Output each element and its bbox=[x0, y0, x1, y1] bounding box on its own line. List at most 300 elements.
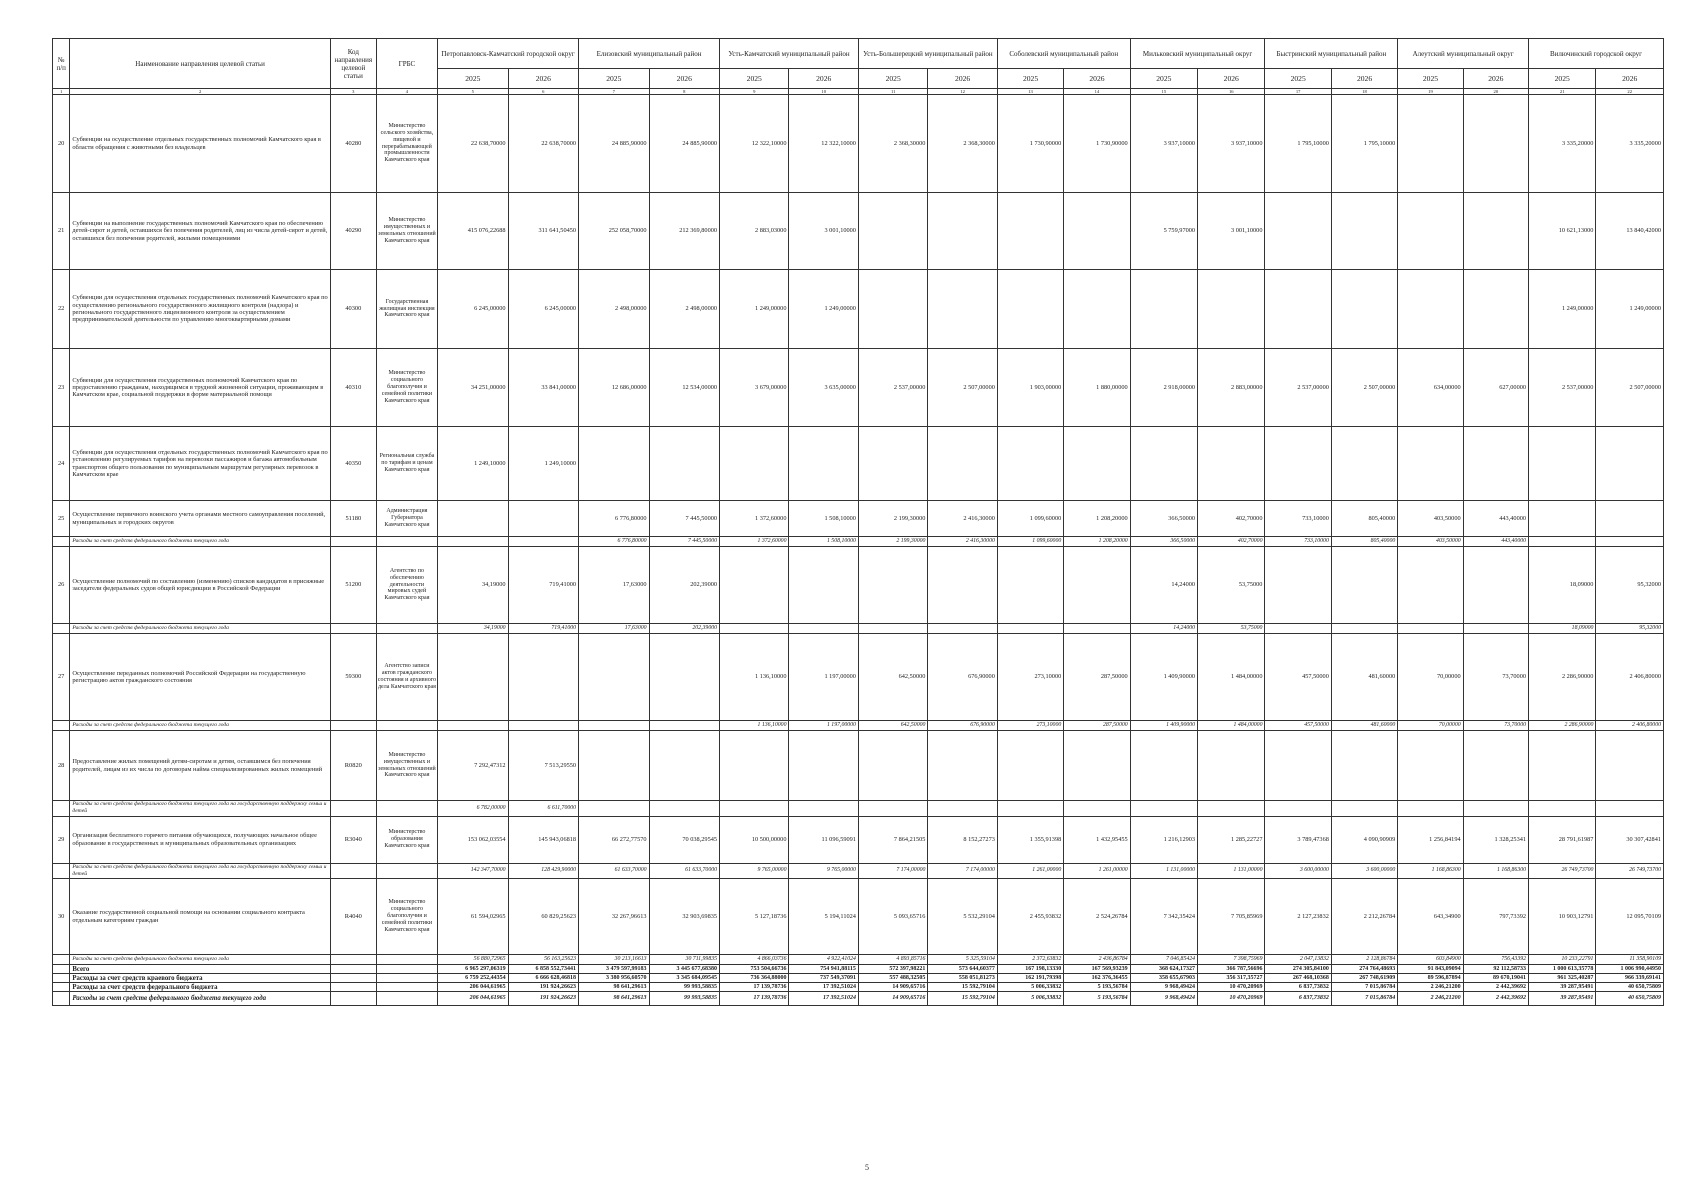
value-cell: 2 507,00000 bbox=[1596, 349, 1664, 427]
empty-cell bbox=[53, 955, 70, 965]
value-cell: 34,19000 bbox=[438, 624, 508, 634]
header-year: 2026 bbox=[1463, 69, 1528, 89]
value-cell: 66 272,77570 bbox=[579, 816, 649, 863]
value-cell bbox=[1596, 801, 1664, 817]
value-cell: 61 594,02965 bbox=[438, 879, 508, 955]
value-cell: 402,70000 bbox=[1198, 537, 1265, 547]
value-cell: 368 624,17327 bbox=[1130, 965, 1197, 974]
value-cell: 3 001,10000 bbox=[1198, 193, 1265, 270]
value-cell: 13 840,42000 bbox=[1596, 193, 1664, 270]
value-cell: 2 507,00000 bbox=[928, 349, 997, 427]
value-cell: 2 537,00000 bbox=[1529, 349, 1596, 427]
row-code: 51200 bbox=[330, 547, 376, 624]
value-cell: 202,39000 bbox=[649, 547, 719, 624]
value-cell: 53,75000 bbox=[1198, 624, 1265, 634]
value-cell: 34 251,00000 bbox=[438, 349, 508, 427]
value-cell bbox=[858, 801, 927, 817]
value-cell: 366,50000 bbox=[1130, 537, 1197, 547]
column-index: 4 bbox=[376, 89, 437, 95]
value-cell bbox=[997, 270, 1063, 349]
value-cell: 5 759,97000 bbox=[1130, 193, 1197, 270]
value-cell: 2 128,86784 bbox=[1331, 955, 1397, 965]
row-name: Организация бесплатного горячего питания обучающихся, получающих начальное общее образование в государственных и муниципальных образовательных организациях bbox=[70, 816, 330, 863]
value-cell: 24 885,90000 bbox=[579, 95, 649, 193]
value-cell: 3 445 677,68380 bbox=[649, 965, 719, 974]
value-cell: 1 131,00000 bbox=[1130, 863, 1197, 879]
value-cell: 6 965 297,06319 bbox=[438, 965, 508, 974]
value-cell: 1 484,00000 bbox=[1198, 721, 1265, 731]
header-num: № п/п bbox=[53, 39, 70, 89]
value-cell: 32 903,69835 bbox=[649, 879, 719, 955]
value-cell: 70,00000 bbox=[1398, 721, 1463, 731]
subtotal-row bbox=[53, 721, 1664, 731]
column-index: 9 bbox=[720, 89, 789, 95]
subtotal-row bbox=[53, 863, 1664, 879]
value-cell: 18,09000 bbox=[1529, 547, 1596, 624]
value-cell: 4 090,90909 bbox=[1331, 816, 1397, 863]
value-cell bbox=[1064, 547, 1130, 624]
value-cell: 98 641,29613 bbox=[579, 983, 649, 992]
value-cell bbox=[858, 270, 927, 349]
value-cell bbox=[1529, 427, 1596, 501]
empty-cell bbox=[376, 955, 437, 965]
value-cell: 4 866,03736 bbox=[720, 955, 789, 965]
value-cell: 2 199,30000 bbox=[858, 501, 927, 537]
column-index: 20 bbox=[1463, 89, 1528, 95]
value-cell: 5 193,56784 bbox=[1064, 992, 1130, 1006]
value-cell: 14 909,65716 bbox=[858, 992, 927, 1006]
header-year: 2026 bbox=[789, 69, 858, 89]
value-cell: 2 883,00000 bbox=[1198, 349, 1265, 427]
value-cell bbox=[1463, 270, 1528, 349]
value-cell: 53,75000 bbox=[1198, 547, 1265, 624]
value-cell bbox=[1265, 731, 1331, 801]
value-cell bbox=[928, 427, 997, 501]
value-cell: 212 369,80000 bbox=[649, 193, 719, 270]
value-cell bbox=[1529, 731, 1596, 801]
value-cell bbox=[1064, 624, 1130, 634]
value-cell: 6 837,73832 bbox=[1265, 983, 1331, 992]
value-cell: 3 600,00000 bbox=[1265, 863, 1331, 879]
value-cell: 26 749,73700 bbox=[1529, 863, 1596, 879]
value-cell: 273,10000 bbox=[997, 721, 1063, 731]
value-cell bbox=[1596, 501, 1664, 537]
value-cell: 7 015,86784 bbox=[1331, 983, 1397, 992]
value-cell: 443,40000 bbox=[1463, 501, 1528, 537]
row-name: Субвенции для осуществления отдельных государственных полномочий Камчатского края по осуществлению регионального государственного жилищного контроля (надзора) и регионального государственного лицензионного контроля за осуществлением предпринимательской деятельности по управлению многоквартирными домами bbox=[70, 270, 330, 349]
value-cell: 99 993,58835 bbox=[649, 983, 719, 992]
subtotal-name: Расходы за счет средств федерального бюджета текущего года bbox=[70, 537, 330, 547]
value-cell bbox=[1265, 270, 1331, 349]
value-cell: 3 635,00000 bbox=[789, 349, 858, 427]
empty-cell bbox=[376, 624, 437, 634]
value-cell: 753 504,66736 bbox=[720, 965, 789, 974]
row-name: Предоставление жилых помещений детям-сиротам и детям, оставшимся без попечения родителей, лицам из их числа по договорам найма специализированных жилых помещений bbox=[70, 731, 330, 801]
column-index: 7 bbox=[579, 89, 649, 95]
value-cell: 6 776,80000 bbox=[579, 537, 649, 547]
value-cell: 756,43392 bbox=[1463, 955, 1528, 965]
value-cell: 22 638,70000 bbox=[508, 95, 578, 193]
value-cell: 17 392,51024 bbox=[789, 983, 858, 992]
row-grbs: Министерство имущественных и земельных отношений Камчатского края bbox=[376, 731, 437, 801]
value-cell: 9 968,49424 bbox=[1130, 992, 1197, 1006]
value-cell: 252 058,70000 bbox=[579, 193, 649, 270]
value-cell: 14,24000 bbox=[1130, 547, 1197, 624]
value-cell: 1 197,00000 bbox=[789, 721, 858, 731]
value-cell: 3 345 684,09545 bbox=[649, 974, 719, 983]
row-grbs: Агентство записи актов гражданского состояния и архивного дела Камчатского края bbox=[376, 634, 437, 721]
row-name: Осуществление первичного воинского учета органами местного самоуправления поселений, муниципальных и городских округов bbox=[70, 501, 330, 537]
value-cell: 2 246,21200 bbox=[1398, 992, 1463, 1006]
value-cell: 1 131,00000 bbox=[1198, 863, 1265, 879]
value-cell: 92 112,58733 bbox=[1463, 965, 1528, 974]
value-cell bbox=[1529, 801, 1596, 817]
value-cell: 457,50000 bbox=[1265, 634, 1331, 721]
value-cell: 70 038,29545 bbox=[649, 816, 719, 863]
value-cell: 2 416,30000 bbox=[928, 537, 997, 547]
value-cell: 5 532,29104 bbox=[928, 879, 997, 955]
row-number: 26 bbox=[53, 547, 70, 624]
value-cell: 1 168,86300 bbox=[1463, 863, 1528, 879]
header-municipality: Петропавловск-Камчатский городской округ bbox=[438, 39, 579, 69]
value-cell: 6 858 552,73441 bbox=[508, 965, 578, 974]
value-cell: 1 249,00000 bbox=[1529, 270, 1596, 349]
header-municipality: Усть-Большерецкий муниципальный район bbox=[858, 39, 997, 69]
value-cell: 2 883,03000 bbox=[720, 193, 789, 270]
row-number: 29 bbox=[53, 816, 70, 863]
value-cell: 60 829,25623 bbox=[508, 879, 578, 955]
header-year: 2026 bbox=[1331, 69, 1397, 89]
total-name: Расходы за счет средств федерального бюджета текущего года bbox=[70, 992, 330, 1006]
value-cell: 9 765,00000 bbox=[789, 863, 858, 879]
row-code: 40290 bbox=[330, 193, 376, 270]
value-cell bbox=[1265, 193, 1331, 270]
value-cell: 2 507,00000 bbox=[1331, 349, 1397, 427]
table-row bbox=[53, 731, 1664, 801]
value-cell bbox=[858, 547, 927, 624]
value-cell bbox=[1331, 731, 1397, 801]
value-cell: 39 287,95491 bbox=[1529, 983, 1596, 992]
header-municipality: Быстринский муниципальный район bbox=[1265, 39, 1398, 69]
value-cell bbox=[858, 427, 927, 501]
value-cell: 1 168,86300 bbox=[1398, 863, 1463, 879]
column-index: 13 bbox=[997, 89, 1063, 95]
value-cell: 1 730,90000 bbox=[997, 95, 1063, 193]
value-cell: 1 432,95455 bbox=[1064, 816, 1130, 863]
value-cell bbox=[1130, 427, 1197, 501]
value-cell: 1 208,20000 bbox=[1064, 537, 1130, 547]
value-cell bbox=[1064, 801, 1130, 817]
column-index: 10 bbox=[789, 89, 858, 95]
value-cell: 17 139,78736 bbox=[720, 992, 789, 1006]
value-cell bbox=[858, 731, 927, 801]
value-cell: 73,70000 bbox=[1463, 634, 1528, 721]
value-cell bbox=[438, 501, 508, 537]
value-cell bbox=[579, 721, 649, 731]
value-cell: 40 650,75809 bbox=[1596, 983, 1664, 992]
value-cell bbox=[1398, 193, 1463, 270]
row-number: 27 bbox=[53, 634, 70, 721]
empty-cell bbox=[330, 955, 376, 965]
value-cell: 9 765,00000 bbox=[720, 863, 789, 879]
header-year: 2025 bbox=[438, 69, 508, 89]
value-cell: 89 670,19041 bbox=[1463, 974, 1528, 983]
empty-cell bbox=[53, 801, 70, 817]
value-cell: 3 600,00000 bbox=[1331, 863, 1397, 879]
value-cell: 481,60000 bbox=[1331, 634, 1397, 721]
value-cell: 6 776,80000 bbox=[579, 501, 649, 537]
value-cell bbox=[997, 731, 1063, 801]
row-number: 24 bbox=[53, 427, 70, 501]
value-cell: 10 903,12791 bbox=[1529, 879, 1596, 955]
value-cell: 2 455,93832 bbox=[997, 879, 1063, 955]
value-cell: 1 409,90000 bbox=[1130, 721, 1197, 731]
column-index: 21 bbox=[1529, 89, 1596, 95]
value-cell: 719,41000 bbox=[508, 547, 578, 624]
value-cell: 206 044,61965 bbox=[438, 992, 508, 1006]
value-cell: 6 837,73832 bbox=[1265, 992, 1331, 1006]
value-cell: 30 307,42841 bbox=[1596, 816, 1664, 863]
column-index: 3 bbox=[330, 89, 376, 95]
value-cell: 366,50000 bbox=[1130, 501, 1197, 537]
value-cell bbox=[649, 731, 719, 801]
empty-cell bbox=[53, 721, 70, 731]
value-cell: 1 006 990,44950 bbox=[1596, 965, 1664, 974]
row-code: 40300 bbox=[330, 270, 376, 349]
value-cell: 719,41000 bbox=[508, 624, 578, 634]
value-cell: 627,00000 bbox=[1463, 349, 1528, 427]
value-cell bbox=[508, 537, 578, 547]
value-cell: 287,50000 bbox=[1064, 634, 1130, 721]
value-cell bbox=[1198, 270, 1265, 349]
page-number: 5 bbox=[865, 1163, 869, 1172]
value-cell bbox=[1398, 801, 1463, 817]
value-cell: 1 880,00000 bbox=[1064, 349, 1130, 427]
value-cell bbox=[1596, 537, 1664, 547]
value-cell bbox=[1064, 427, 1130, 501]
value-cell: 26 749,73700 bbox=[1596, 863, 1664, 879]
header-year: 2026 bbox=[1064, 69, 1130, 89]
total-row bbox=[53, 965, 1664, 974]
value-cell: 3 335,20000 bbox=[1596, 95, 1664, 193]
value-cell: 1 795,10000 bbox=[1331, 95, 1397, 193]
value-cell: 7 046,85424 bbox=[1130, 955, 1197, 965]
value-cell: 2 498,00000 bbox=[649, 270, 719, 349]
value-cell bbox=[1529, 537, 1596, 547]
value-cell: 28 791,61987 bbox=[1529, 816, 1596, 863]
header-code: Код направления целевой статьи bbox=[330, 39, 376, 89]
value-cell: 33 841,00000 bbox=[508, 349, 578, 427]
header-year: 2025 bbox=[1130, 69, 1197, 89]
value-cell: 1 730,90000 bbox=[1064, 95, 1130, 193]
row-code: R0820 bbox=[330, 731, 376, 801]
value-cell: 1 285,22727 bbox=[1198, 816, 1265, 863]
value-cell bbox=[1198, 731, 1265, 801]
table-row bbox=[53, 95, 1664, 193]
value-cell: 30 213,16613 bbox=[579, 955, 649, 965]
value-cell: 91 843,09094 bbox=[1398, 965, 1463, 974]
row-name: Субвенции для осуществления государственных полномочий Камчатского края по предоставлению гражданам, находящимся в трудной жизненной ситуации, проживающим в Камчатском крае, социальной поддержки в форме материальной помощи bbox=[70, 349, 330, 427]
column-index: 17 bbox=[1265, 89, 1331, 95]
empty-cell bbox=[330, 721, 376, 731]
value-cell: 5 006,33832 bbox=[997, 992, 1063, 1006]
value-cell bbox=[1198, 801, 1265, 817]
value-cell: 1 000 613,35778 bbox=[1529, 965, 1596, 974]
value-cell bbox=[997, 547, 1063, 624]
value-cell: 356 317,35727 bbox=[1198, 974, 1265, 983]
empty-cell bbox=[53, 974, 70, 983]
row-number: 22 bbox=[53, 270, 70, 349]
value-cell: 7 174,00000 bbox=[928, 863, 997, 879]
value-cell: 12 322,10000 bbox=[720, 95, 789, 193]
column-index: 2 bbox=[70, 89, 330, 95]
value-cell: 142 347,70000 bbox=[438, 863, 508, 879]
empty-cell bbox=[330, 624, 376, 634]
column-index: 19 bbox=[1398, 89, 1463, 95]
value-cell: 273,10000 bbox=[997, 634, 1063, 721]
value-cell bbox=[1463, 731, 1528, 801]
value-cell: 162 191,79398 bbox=[997, 974, 1063, 983]
empty-cell bbox=[53, 624, 70, 634]
total-name: Всего bbox=[70, 965, 330, 974]
value-cell: 2 286,90000 bbox=[1529, 721, 1596, 731]
value-cell: 267 748,61909 bbox=[1331, 974, 1397, 983]
row-grbs: Министерство сельского хозяйства, пищевой и перерабатывающей промышленности Камчатского края bbox=[376, 95, 437, 193]
value-cell: 1 508,10000 bbox=[789, 501, 858, 537]
value-cell: 1 136,10000 bbox=[720, 721, 789, 731]
column-index: 11 bbox=[858, 89, 927, 95]
value-cell bbox=[1463, 624, 1528, 634]
value-cell: 358 655,67903 bbox=[1130, 974, 1197, 983]
value-cell: 2 212,26784 bbox=[1331, 879, 1397, 955]
value-cell: 2 199,30000 bbox=[858, 537, 927, 547]
value-cell: 736 364,88000 bbox=[720, 974, 789, 983]
header-year: 2025 bbox=[858, 69, 927, 89]
value-cell: 5 127,18736 bbox=[720, 879, 789, 955]
column-index: 14 bbox=[1064, 89, 1130, 95]
value-cell: 2 406,80000 bbox=[1596, 721, 1664, 731]
value-cell: 3 479 597,99183 bbox=[579, 965, 649, 974]
value-cell: 73,70000 bbox=[1463, 721, 1528, 731]
value-cell: 457,50000 bbox=[1265, 721, 1331, 731]
value-cell: 642,50000 bbox=[858, 721, 927, 731]
value-cell: 30 711,99835 bbox=[649, 955, 719, 965]
empty-cell bbox=[53, 983, 70, 992]
header-municipality: Алеутский муниципальный округ bbox=[1398, 39, 1529, 69]
row-code: 59300 bbox=[330, 634, 376, 721]
value-cell bbox=[1130, 801, 1197, 817]
value-cell: 1 256,84194 bbox=[1398, 816, 1463, 863]
value-cell: 11 096,59091 bbox=[789, 816, 858, 863]
value-cell bbox=[1331, 801, 1397, 817]
value-cell bbox=[720, 801, 789, 817]
value-cell bbox=[789, 547, 858, 624]
header-year: 2026 bbox=[1198, 69, 1265, 89]
value-cell: 2 372,63832 bbox=[997, 955, 1063, 965]
value-cell bbox=[579, 801, 649, 817]
subtotal-row bbox=[53, 537, 1664, 547]
value-cell bbox=[649, 427, 719, 501]
column-index: 6 bbox=[508, 89, 578, 95]
value-cell: 9 968,49424 bbox=[1130, 983, 1197, 992]
value-cell: 17,63000 bbox=[579, 624, 649, 634]
value-cell: 145 943,06818 bbox=[508, 816, 578, 863]
table-row bbox=[53, 816, 1664, 863]
header-year: 2025 bbox=[579, 69, 649, 89]
value-cell: 287,50000 bbox=[1064, 721, 1130, 731]
row-grbs: Министерство социального благополучия и семейной политики Камчатского края bbox=[376, 349, 437, 427]
value-cell: 961 325,40287 bbox=[1529, 974, 1596, 983]
empty-cell bbox=[376, 863, 437, 879]
value-cell bbox=[928, 270, 997, 349]
value-cell: 11 358,90109 bbox=[1596, 955, 1664, 965]
value-cell: 14,24000 bbox=[1130, 624, 1197, 634]
row-number: 28 bbox=[53, 731, 70, 801]
value-cell: 603,84900 bbox=[1398, 955, 1463, 965]
row-code: 40350 bbox=[330, 427, 376, 501]
value-cell: 5 193,56784 bbox=[1064, 983, 1130, 992]
value-cell: 1 208,20000 bbox=[1064, 501, 1130, 537]
value-cell: 10 500,00000 bbox=[720, 816, 789, 863]
empty-cell bbox=[330, 801, 376, 817]
value-cell: 2 246,21200 bbox=[1398, 983, 1463, 992]
value-cell bbox=[789, 731, 858, 801]
value-cell bbox=[649, 634, 719, 721]
value-cell: 6 245,00000 bbox=[508, 270, 578, 349]
value-cell: 7 445,50000 bbox=[649, 501, 719, 537]
empty-cell bbox=[53, 537, 70, 547]
value-cell bbox=[720, 427, 789, 501]
value-cell: 17,63000 bbox=[579, 547, 649, 624]
empty-cell bbox=[53, 863, 70, 879]
total-row bbox=[53, 983, 1664, 992]
value-cell: 2 537,00000 bbox=[1265, 349, 1331, 427]
value-cell: 1 409,90000 bbox=[1130, 634, 1197, 721]
value-cell: 1 249,00000 bbox=[720, 270, 789, 349]
value-cell: 1 355,91398 bbox=[997, 816, 1063, 863]
value-cell: 311 641,50450 bbox=[508, 193, 578, 270]
value-cell: 5 006,33832 bbox=[997, 983, 1063, 992]
value-cell: 153 062,03554 bbox=[438, 816, 508, 863]
value-cell: 70,00000 bbox=[1398, 634, 1463, 721]
empty-cell bbox=[330, 983, 376, 992]
value-cell bbox=[1331, 427, 1397, 501]
value-cell: 202,39000 bbox=[649, 624, 719, 634]
header-year: 2026 bbox=[508, 69, 578, 89]
value-cell: 2 436,86784 bbox=[1064, 955, 1130, 965]
value-cell bbox=[1398, 547, 1463, 624]
value-cell: 2 524,26784 bbox=[1064, 879, 1130, 955]
subtotal-name: Расходы за счет средств федерального бюджета текущего года bbox=[70, 955, 330, 965]
value-cell: 1 261,00000 bbox=[1064, 863, 1130, 879]
budget-sheet bbox=[52, 38, 1664, 1006]
value-cell bbox=[1463, 427, 1528, 501]
value-cell: 12 095,70109 bbox=[1596, 879, 1664, 955]
value-cell: 40 650,75809 bbox=[1596, 992, 1664, 1006]
value-cell: 3 001,10000 bbox=[789, 193, 858, 270]
value-cell bbox=[997, 427, 1063, 501]
value-cell: 6 666 628,46818 bbox=[508, 974, 578, 983]
value-cell: 167 569,93239 bbox=[1064, 965, 1130, 974]
row-name: Субвенции для осуществления отдельных государственных полномочий Камчатского края по установлению регулируемых тарифов на перевозки пассажиров и багажа автомобильным транспортом общего пользования по муниципальным маршрутам регулярных перевозок в Камчатском крае bbox=[70, 427, 330, 501]
value-cell: 634,00000 bbox=[1398, 349, 1463, 427]
value-cell: 18,09000 bbox=[1529, 624, 1596, 634]
value-cell: 1 484,00000 bbox=[1198, 634, 1265, 721]
value-cell bbox=[1331, 547, 1397, 624]
value-cell bbox=[1463, 95, 1528, 193]
value-cell: 643,34900 bbox=[1398, 879, 1463, 955]
value-cell: 95,32000 bbox=[1596, 547, 1664, 624]
